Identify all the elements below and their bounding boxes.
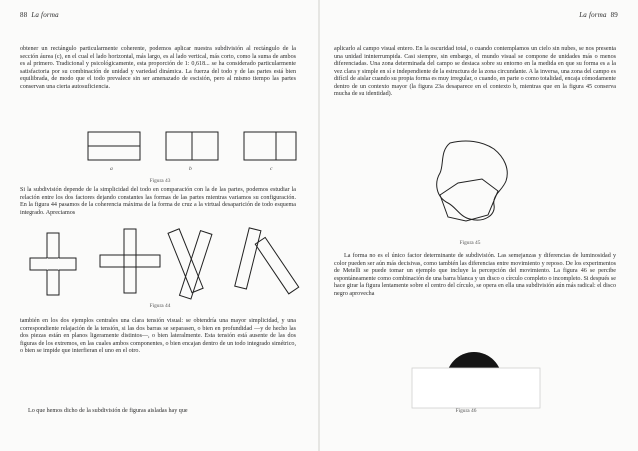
right-page-header <box>552 11 618 19</box>
figure-43-label-c: c <box>270 166 273 172</box>
figure-44-cross-1 <box>30 233 76 295</box>
figure-46-caption: Figura 46 <box>455 408 477 414</box>
figure-43-label-b: b <box>189 166 192 172</box>
left-page <box>0 0 318 451</box>
left-page-header <box>20 11 59 19</box>
figure-45-caption: Figura 45 <box>459 240 481 246</box>
right-page <box>320 0 638 451</box>
figure-44-cross-2 <box>100 229 160 293</box>
figure-46 <box>406 340 546 410</box>
figure-44 <box>30 225 300 305</box>
figure-43-label-a: a <box>110 166 113 172</box>
figure-43-caption: Figura 43 <box>149 178 171 184</box>
running-title-right: La forma <box>579 11 607 19</box>
left-paragraph-2: Si la subdivisión depende de la simplicidad del todo en comparación con la de las partes, podemos estudiar la relación entre los dos factores dejando constantes las formas de las partes mientras variamos su configuración. En la figura 44 pasamos de la coherencia máxima de la forma de cruz a la virtual desaparición de todo esquema integrado. Apreciamos <box>20 187 296 216</box>
figure-44-cross-3 <box>168 229 212 299</box>
figure-43-rect-a <box>88 132 140 160</box>
figure-44-caption: Figura 44 <box>149 303 171 309</box>
figure-46-white-bar <box>412 368 540 408</box>
figure-45-hexagon-shape <box>440 179 498 221</box>
figure-45 <box>426 137 526 237</box>
left-paragraph-4: Lo que hemos dicho de la subdivisión de figuras aisladas hay que <box>28 408 188 414</box>
left-paragraph-1: obtener un rectángulo particularmente coherente, podemos aplicar nuestra subdivisión al rectángulo de la sección áurea (c), en el cual el lado horizontal, más largo, es al lado vertical, más corto, como la suma de ambos es al primero. Tradicional y psicológicamente, esta proporción de 1: 0,618... se ha considerado particularmente satisfactoria por su combinación de unidad y variedad dinámica. La fuerza del todo y de las partes está bien equilibrada, de modo que el todo prevalece sin ser amenazado de escisión, pero al mismo tiempo las partes conservan una cierta autosuficiencia. <box>20 46 296 90</box>
figure-43-rect-b <box>166 132 218 160</box>
figure-44-cross-4 <box>235 228 299 294</box>
figure-43 <box>84 128 304 164</box>
page-number-left: 88 <box>20 11 28 19</box>
right-paragraph-2: La forma no es el único factor determinante de subdivisión. Las semejanzas y diferencias de luminosidad y color pueden ser aún más decisivas, como también las diferencias entre movimiento y reposo. De los experimentos de Metelli se puede tomar un ejemplo que incluye la percepción del movimiento. La figura 46 se percibe espontáneamente como combinación de una barra blanca y un disco o círculo completo o incompleto. Si después se hace girar la figura lentamente sobre el centro del círculo, se opera en ella una subdivisión aún más radical: el disco negro aprovecha <box>334 253 616 297</box>
right-paragraph-1: aplicarlo al campo visual entero. En la oscuridad total, o cuando contemplamos un cielo sin nubes, se nos presenta una unidad ininterrumpida. Casi siempre, sin embargo, el mundo visual se compone de unidades más o menos diferenciadas. Una zona determinada del campo se destaca sobre su entorno en la medida en que su forma es a la vez clara y simple en sí e independiente de la estructura de la zona circundante. A la inversa, una zona del campo es difícil de aislar cuando su propia forma es muy irregular, o cuando, en parte o como totalidad, encaja cómodamente dentro de un contexto mayor (la figura 23a desaparece en el contexto b, mientras que en la figura 45 conserva mucha de su identidad). <box>334 46 616 97</box>
page-number-right: 89 <box>610 11 618 19</box>
figure-43-rect-c <box>244 132 296 160</box>
left-paragraph-3: también en los dos ejemplos centrales una clara tensión visual: se obtendría una mayor simplicidad, y una correspondiente relajación de la tensión, si las dos barras se separasen, o bien en profundidad —y de hecho las dos piezas están en planos ligeramente distintos—, o bien lateralmente. Esta tensión está ausente de las dos figuras de los extremos, en las cuales ambos componentes, o bien encajan dentro de un todo integrado simétrico, o bien se impide que interfieran el uno en el otro. <box>20 318 296 354</box>
running-title-left: La forma <box>31 11 59 19</box>
